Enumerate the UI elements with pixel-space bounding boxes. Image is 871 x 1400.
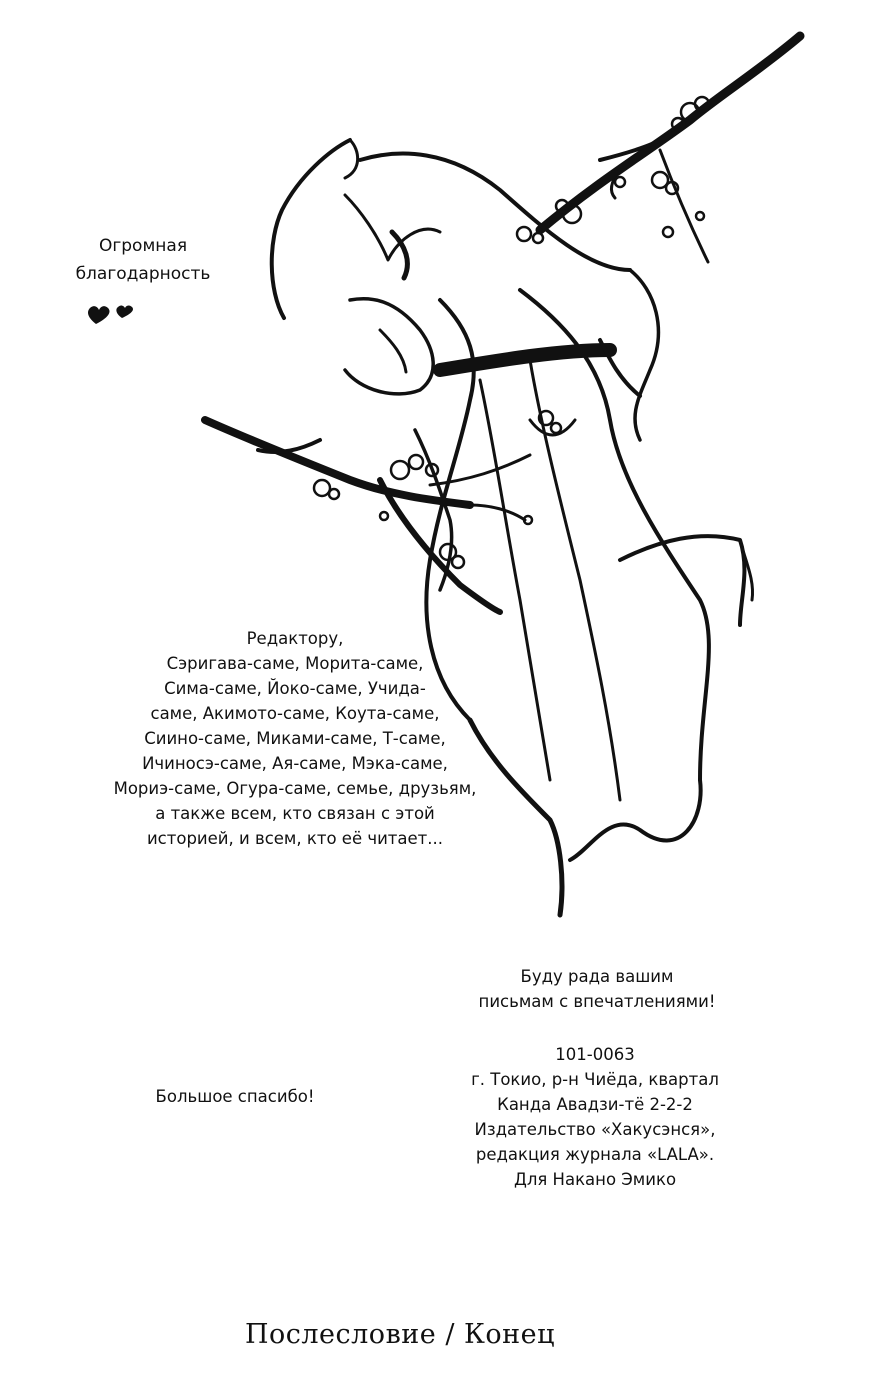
credits-block [105, 626, 485, 851]
credits-line: Мориэ-саме, Огура-саме, семье, друзьям, [113, 779, 477, 798]
address-line: Канда Авадзи-тё 2-2-2 [497, 1095, 693, 1114]
address-line: 101-0063 [555, 1045, 635, 1064]
two-hearts-icon [86, 302, 142, 328]
letters-line: Буду рада вашим [520, 967, 674, 986]
thanks-heading [68, 232, 218, 288]
thanks-heading-line: Огромная [98, 236, 188, 256]
hood [272, 140, 350, 318]
address-line: Для Накано Эмико [513, 1170, 677, 1189]
address-line: г. Токио, р-н Чиёда, квартал [471, 1070, 719, 1089]
credits-line: Сиино-саме, Миками-саме, Т-саме, [144, 729, 446, 748]
credits-line: Ичиносэ-саме, Ая-саме, Мэка-саме, [142, 754, 448, 773]
big-thanks: Большое спасибо! [155, 1087, 315, 1106]
lower-blossoms [314, 411, 561, 568]
credits-line: саме, Акимото-саме, Коута-саме, [150, 704, 440, 723]
page-footer: Послесловие / Конец [244, 1319, 555, 1350]
mailing-address [440, 1042, 750, 1192]
credits-line: Сима-саме, Йоко-саме, Учида- [164, 679, 426, 698]
credits-line: Редактору, [246, 629, 344, 648]
thanks-heading-line: благодарность [75, 264, 211, 284]
credits-line: историей, и всем, кто её читает... [146, 829, 444, 848]
credits-line: а также всем, кто связан с этой [155, 804, 435, 823]
address-line: Издательство «Хакусэнся», [474, 1120, 716, 1139]
credits-line: Сэригава-саме, Морита-саме, [166, 654, 424, 673]
address-line: редакция журнала «LALA». [475, 1145, 715, 1164]
letters-line: письмам с впечатлениями! [478, 992, 716, 1011]
letters-request [462, 964, 732, 1014]
sash [440, 350, 610, 370]
